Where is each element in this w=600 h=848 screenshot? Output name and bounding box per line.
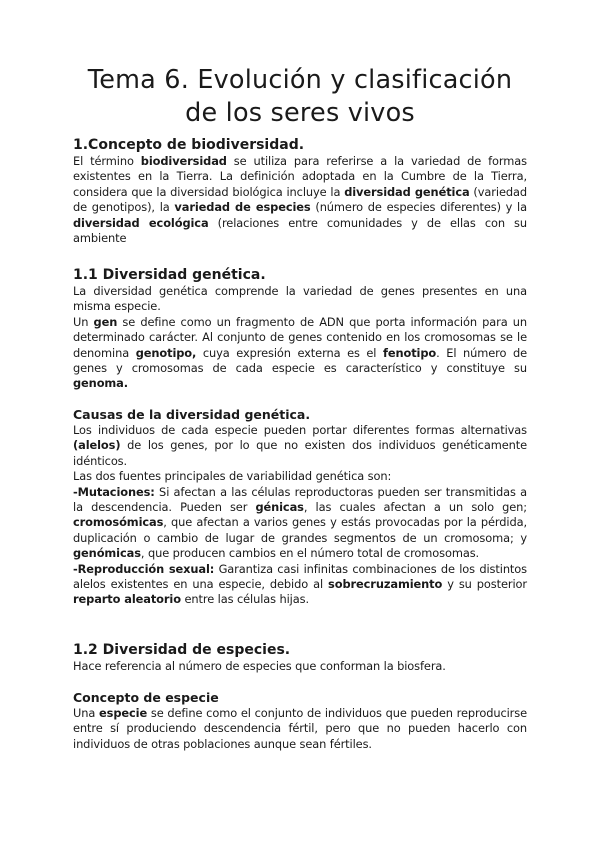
paragraph: Un gen se define como un fragmento de ADN que porta información para un determinado carácter. Al conjunto de genes contenido en los cromosomas se le denomina genotipo, cuya expresión externa es el fenotipo. El número de genes y cromosomas de cada especie es característico y constituye su genoma. bbox=[73, 314, 527, 391]
subsection-heading: Concepto de especie bbox=[73, 690, 219, 705]
section-heading: 1.Concepto de biodiversidad. bbox=[73, 137, 305, 153]
paragraph: El término biodiversidad se utiliza para referirse a la variedad de formas existentes en la Tierra. La definición adoptada en la Cumbre de la Tierra, considera que la diversidad biológica incluye la diversidad genética (variedad de genotipos), la variedad de especies (número de especies diferentes) y la diversidad ecológica (relaciones entre comunidades y de ellas con su ambiente bbox=[73, 154, 528, 246]
subsection-heading: Causas de la diversidad genética. bbox=[73, 407, 311, 422]
section-causas-diversidad bbox=[73, 407, 527, 608]
paragraph: Los individuos de cada especie pueden portar diferentes formas alternativas (alelos) de los genes, por lo que no existen dos individuos genéticamente idénticos. bbox=[73, 423, 527, 468]
section-diversidad-especies bbox=[73, 641, 527, 674]
section-diversidad-genetica bbox=[73, 266, 527, 392]
paragraph-reproduccion: -Reproducción sexual: Garantiza casi infinitas combinaciones de los distintos alelos existentes en una especie, debido al sobrecruzamiento y su posterior reparto aleatorio entre las células hijas. bbox=[73, 561, 528, 607]
section-heading: 1.2 Diversidad de especies. bbox=[73, 642, 291, 658]
section-heading: 1.1 Diversidad genética. bbox=[73, 267, 266, 283]
paragraph-mutaciones: -Mutaciones: Si afectan a las células reproductoras pueden ser transmitidas a la descendencia. Pueden ser génicas, las cuales afectan a un solo gen; cromosómicas, que afectan a varios genes y estás provocadas por la pérdida, duplicación o cambio de lugar de grandes segmentos de un cromosoma; y genómicas, que producen cambios en el número total de cromosomas. bbox=[73, 484, 527, 561]
section-biodiversidad bbox=[73, 136, 527, 246]
paragraph: La diversidad genética comprende la variedad de genes presentes en una misma especie. bbox=[73, 284, 527, 314]
section-concepto-especie bbox=[73, 690, 527, 752]
page-title-line-2: de los seres vivos bbox=[185, 98, 415, 128]
page-title-line-1: Tema 6. Evolución y clasificación bbox=[87, 65, 513, 95]
paragraph: Hace referencia al número de especies que conforman la biosfera. bbox=[73, 659, 446, 673]
paragraph: Las dos fuentes principales de variabilidad genética son: bbox=[73, 469, 392, 484]
page-title bbox=[40, 64, 560, 130]
paragraph: Una especie se define como el conjunto de individuos que pueden reproducirse entre sí produciendo descendencia fértil, pero que no pueden hacerlo con individuos de otras poblaciones aunque sean fértiles. bbox=[73, 706, 527, 751]
